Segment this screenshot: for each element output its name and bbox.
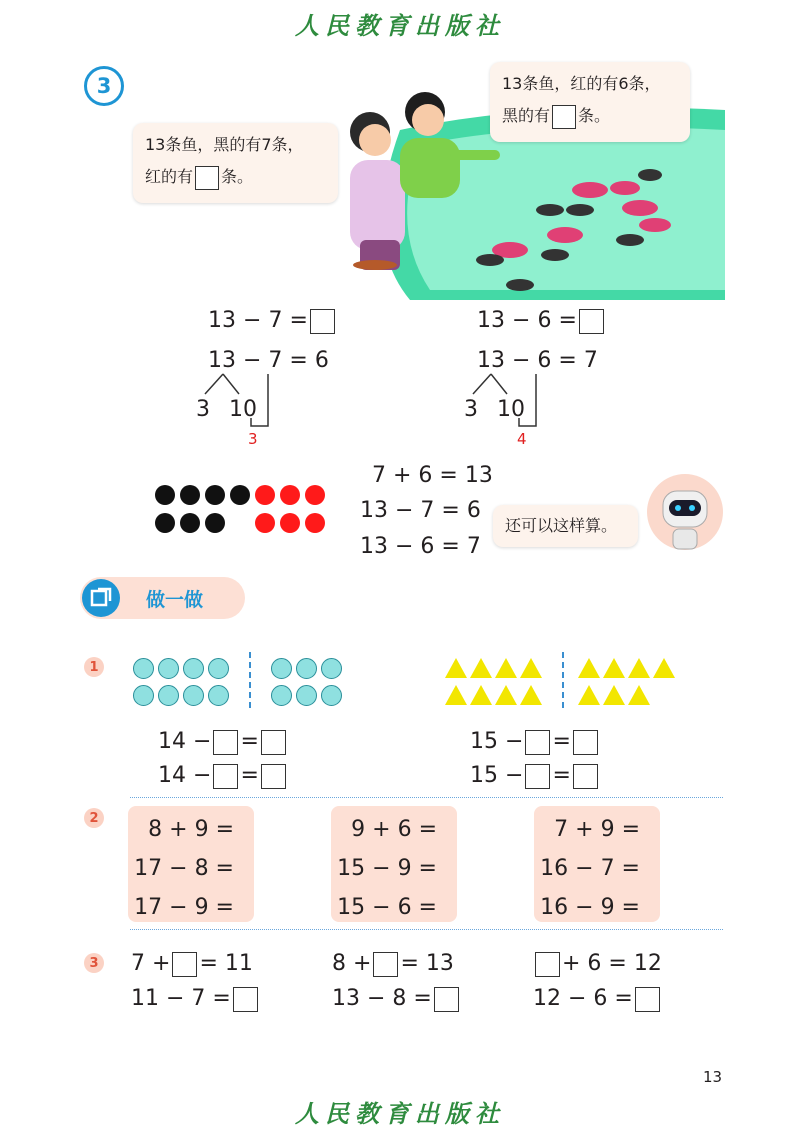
answer-box[interactable]: [373, 952, 398, 977]
triangles-group: [445, 658, 685, 708]
answer-box[interactable]: [535, 952, 560, 977]
answer-box[interactable]: [233, 987, 258, 1012]
divider: [130, 797, 723, 798]
answer-box[interactable]: [261, 764, 286, 789]
robot-icon: [645, 473, 725, 551]
question-number-3: 3: [84, 953, 104, 973]
q2-expression: 8 + 9 =: [148, 817, 234, 842]
footer-publisher: 人民教育出版社: [295, 1099, 505, 1128]
answer-box[interactable]: [213, 764, 238, 789]
q3-row2-eq-1: 11 − 7 =: [131, 985, 260, 1013]
practice-icon: [82, 579, 120, 617]
boy-speech-bubble: [490, 62, 690, 142]
answer-box[interactable]: [172, 952, 197, 977]
q2-expression: 16 − 9 =: [540, 895, 640, 920]
question-number-2: 2: [84, 808, 104, 828]
answer-box[interactable]: [525, 730, 550, 755]
right-split-b: 10: [497, 397, 525, 422]
left-split-b: 10: [229, 397, 257, 422]
example-number-badge: 3: [84, 66, 124, 106]
q3-row1-eq-2: 8 + = 13: [332, 951, 454, 976]
dots-group: [155, 485, 325, 535]
q2-expression: 7 + 9 =: [554, 817, 640, 842]
left-intermediate-result: 3: [248, 430, 258, 448]
q2-group-1: [128, 806, 254, 922]
fact-line-3: 13 − 6 = 7: [360, 534, 481, 559]
answer-box[interactable]: [579, 309, 604, 334]
right-intermediate-result: 4: [517, 430, 527, 448]
fact-line-2: 13 − 7 = 6: [360, 498, 481, 523]
left-question-equation: 13 − 7 =: [208, 307, 337, 335]
q1-right-eq-1: 15 − =: [470, 728, 600, 756]
left-split-a: 3: [196, 397, 210, 422]
practice-header: [80, 577, 245, 619]
q3-row2-eq-2: 13 − 8 =: [332, 985, 461, 1013]
answer-box[interactable]: [261, 730, 286, 755]
right-split-a: 3: [464, 397, 478, 422]
girl-bubble-line2: 红的有 条。: [145, 161, 338, 193]
right-question-equation: 13 − 6 =: [477, 307, 606, 335]
q3-row1-eq-3: + 6 = 12: [533, 950, 662, 978]
girl-speech-bubble: [133, 123, 338, 203]
q3-row2-eq-3: 12 − 6 =: [533, 985, 662, 1013]
answer-box[interactable]: [310, 309, 335, 334]
answer-box[interactable]: [573, 764, 598, 789]
answer-box[interactable]: [635, 987, 660, 1012]
practice-title: 做一做: [146, 589, 204, 611]
q2-expression: 15 − 6 =: [337, 895, 437, 920]
q3-row1-eq-1: 7 + = 11: [131, 951, 253, 976]
header-publisher: 人民教育出版社: [295, 11, 505, 40]
answer-box[interactable]: [434, 987, 459, 1012]
answer-box[interactable]: [213, 730, 238, 755]
boy-bubble-line2: 黑的有 条。: [502, 100, 690, 132]
q2-group-3: [534, 806, 660, 922]
answer-box[interactable]: [195, 166, 219, 190]
page-number: 13: [703, 1068, 723, 1086]
girl-bubble-line1: 13条鱼，黑的有7条，: [145, 135, 304, 154]
answer-box[interactable]: [525, 764, 550, 789]
q1-left-eq-1: 14 − =: [158, 728, 288, 756]
q1-left-eq-2: 14 − =: [158, 762, 288, 790]
answer-box[interactable]: [573, 730, 598, 755]
fact-line-1: 7 + 6 = 13: [372, 463, 493, 488]
q2-expression: 15 − 9 =: [337, 856, 437, 881]
q2-expression: 17 − 9 =: [134, 895, 234, 920]
q1-right-eq-2: 15 − =: [470, 762, 600, 790]
boy-bubble-line1: 13条鱼，红的有6条，: [502, 74, 661, 93]
divider: [130, 929, 723, 930]
left-answer-equation: 13 − 7 = 6: [208, 348, 329, 373]
q2-expression: 9 + 6 =: [351, 817, 437, 842]
q2-group-2: [331, 806, 457, 922]
right-answer-equation: 13 − 6 = 7: [477, 348, 598, 373]
circles-group: [133, 658, 348, 708]
robot-speech-bubble: 还可以这样算。: [493, 505, 638, 547]
answer-box[interactable]: [552, 105, 576, 129]
question-number-1: 1: [84, 657, 104, 677]
q2-expression: 17 − 8 =: [134, 856, 234, 881]
q2-expression: 16 − 7 =: [540, 856, 640, 881]
